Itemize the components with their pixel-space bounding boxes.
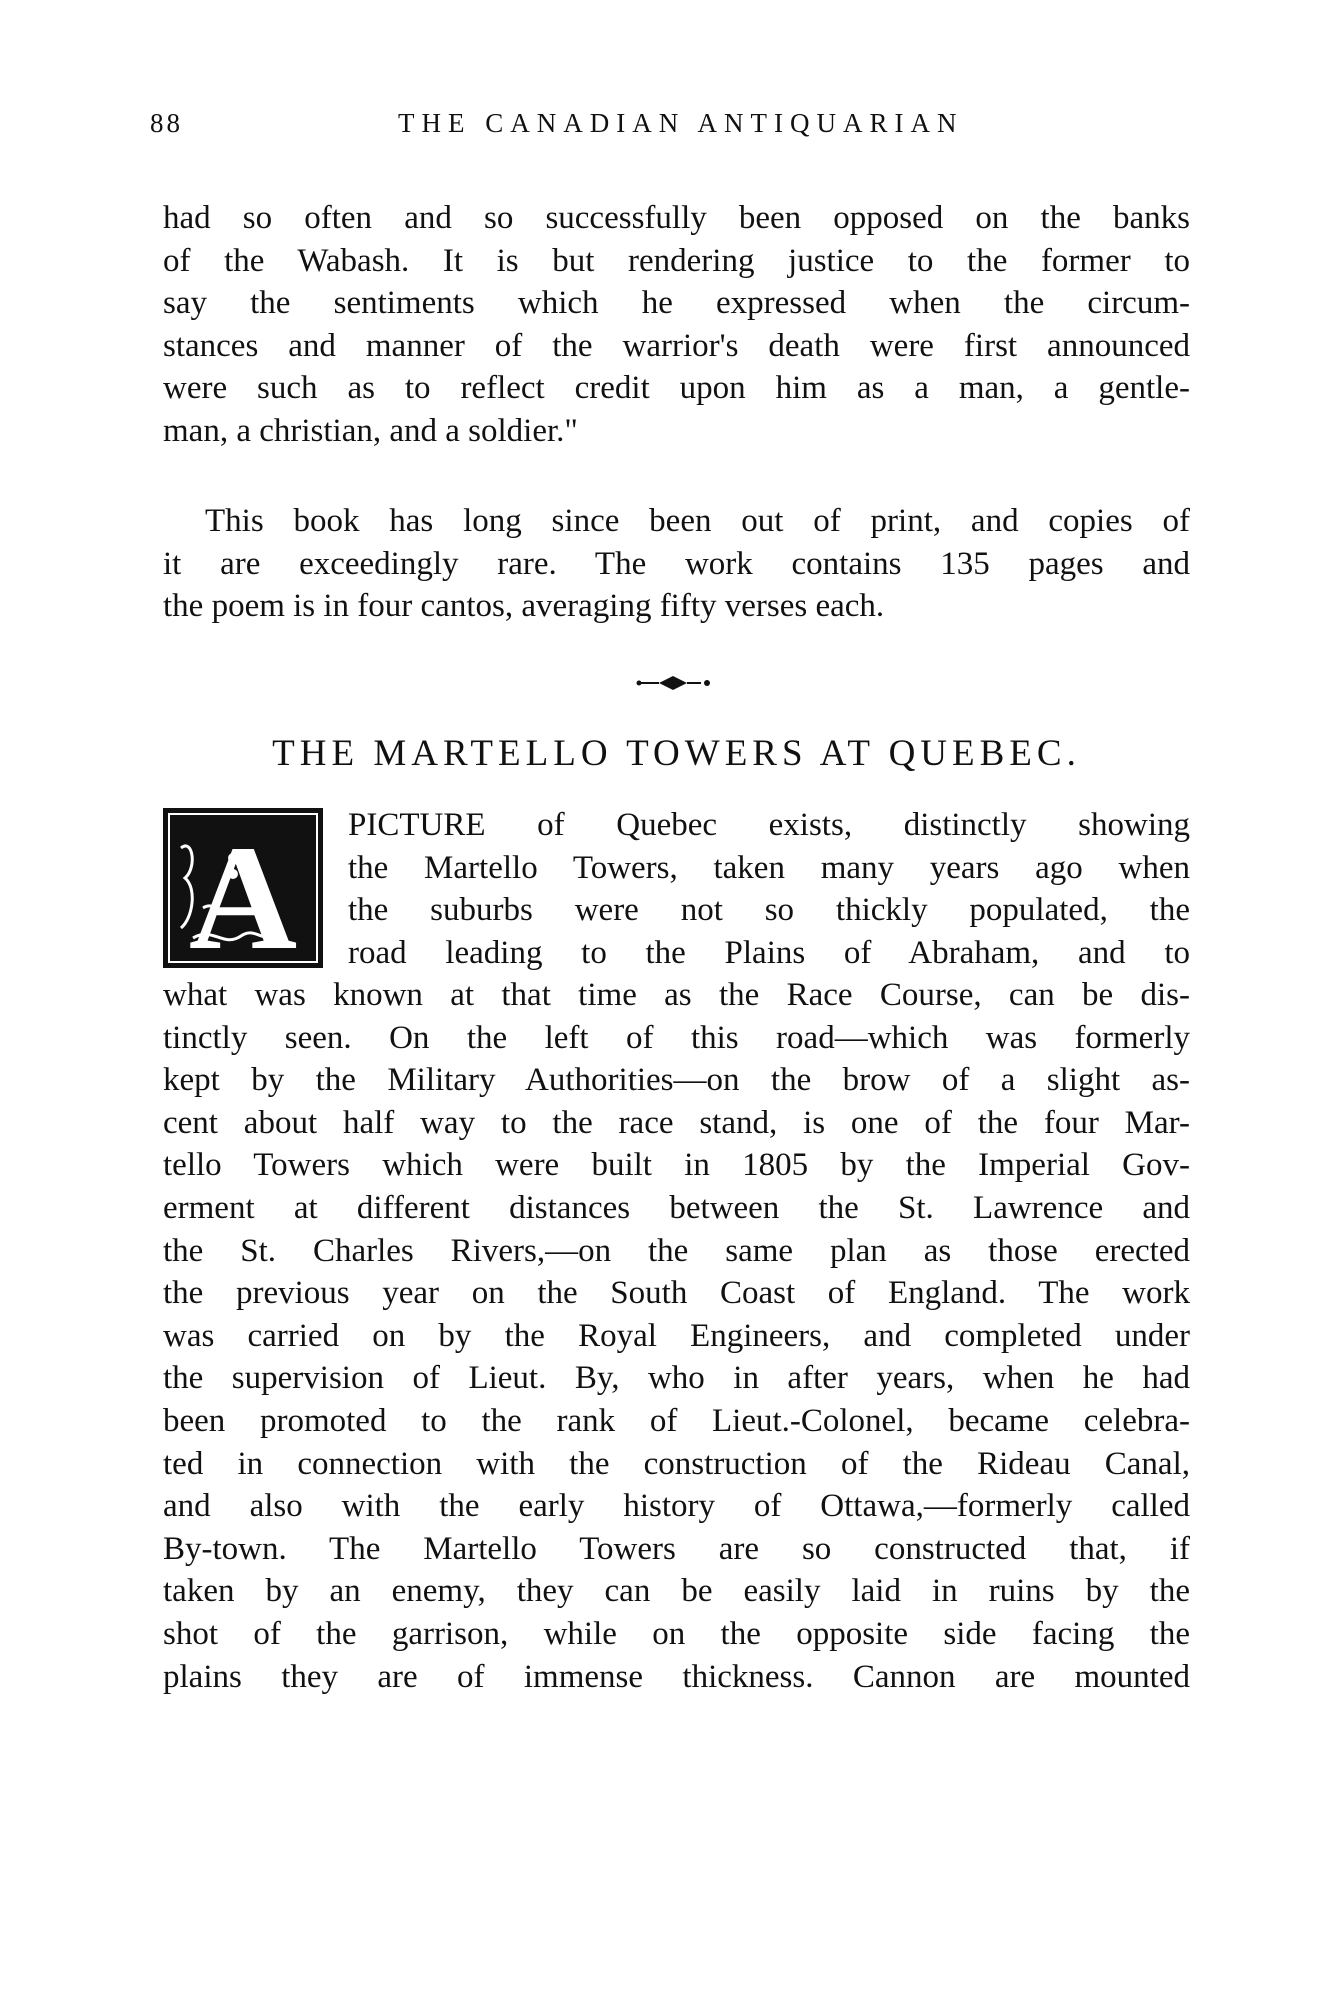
text-line: plains they are of immense thickness. Cannon are mounted [163,1658,1190,1695]
text-line: shot of the garrison, while on the opposite side facing the [163,1615,1190,1652]
text-line: the poem is in four cantos, averaging fifty verses each. [163,588,885,625]
drop-cap-letter: A [188,815,298,968]
section-divider-ornament [635,673,711,693]
text-line: taken by an enemy, they can be easily laid in ruins by the [163,1573,1190,1610]
text-line: had so often and so successfully been opposed on the banks [163,200,1190,236]
previous-article-paragraph-1 [163,197,1190,453]
text-line: of the Wabash. It is but rendering justice to the former to [163,242,1190,279]
article-title: THE MARTELLO TOWERS AT QUEBEC. [272,733,1081,774]
page-number: 88 [150,108,183,138]
text-line: the Martello Towers, taken many years ago when [348,849,1190,886]
text-line: man, a christian, and a soldier." [163,412,578,449]
text-line: was carried on by the Royal Engineers, and completed under [163,1317,1190,1354]
text-line: road leading to the Plains of Abraham, and to [348,934,1190,971]
text-line: were such as to reflect credit upon him as a man, a gentle- [163,370,1190,407]
text-line: what was known at that time as the Race Course, can be dis- [163,977,1190,1013]
text-line: it are exceedingly rare. The work contains 135 pages and [163,545,1190,582]
text-line: and also with the early history of Ottawa,—formerly called [163,1488,1190,1525]
text-line: the supervision of Lieut. By, who in after years, when he had [163,1360,1190,1397]
text-line: By-town. The Martello Towers are so constructed that, if [163,1530,1190,1567]
text-line: been promoted to the rank of Lieut.-Colonel, became celebra- [163,1402,1190,1439]
previous-article-paragraph-2 [163,500,1190,628]
text-line: PICTURE of Quebec exists, distinctly showing [348,807,1190,843]
article-opening-lines [348,804,1190,974]
journal-title: THE CANADIAN ANTIQUARIAN [398,108,964,138]
text-line: stances and manner of the warrior's death were first announced [163,327,1190,364]
text-line: kept by the Military Authorities—on the brow of a slight as- [163,1062,1190,1099]
text-line: erment at different distances between the St. Lawrence and [163,1189,1190,1226]
text-line: tinctly seen. On the left of this road—which was formerly [163,1019,1190,1056]
text-line: say the sentiments which he expressed when the circum- [163,285,1190,322]
text-line: ted in connection with the construction of the Rideau Canal, [163,1445,1190,1482]
text-line: the previous year on the South Coast of England. The work [163,1275,1190,1312]
text-line: the suburbs were not so thickly populated, the [348,892,1190,929]
text-line: tello Towers which were built in 1805 by the Imperial Gov- [163,1147,1190,1184]
drop-cap-ornament [163,808,323,968]
article-body [163,974,1190,1698]
text-line: This book has long since been out of print, and copies of [205,503,1190,539]
text-line: the St. Charles Rivers,—on the same plan as those erected [163,1232,1190,1269]
text-line: cent about half way to the race stand, is one of the four Mar- [163,1104,1190,1141]
